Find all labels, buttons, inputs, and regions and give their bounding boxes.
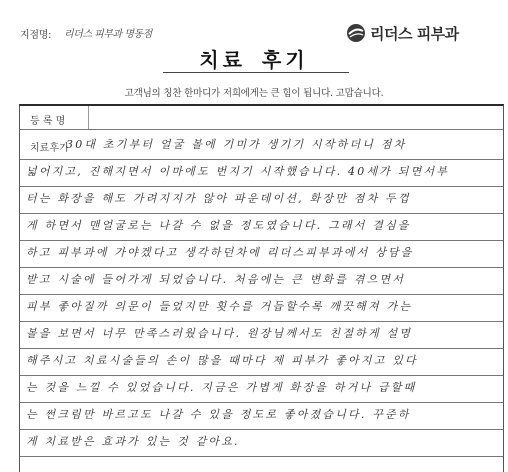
page-title: 치료 후기	[199, 48, 309, 72]
review-line: 해주시고 치료시술들의 손이 많을 때마다 제 피부가 좋아지고 있다	[26, 354, 418, 367]
review-line: 는 썬크림만 바르고도 나갈 수 있을 정도로 좋아졌습니다. 꾸준하	[26, 408, 411, 421]
leaders-globe-icon	[346, 23, 366, 43]
review-line: 는 것을 느낄 수 있었습니다. 지금은 가볍게 화장을 하거나 급할때	[26, 381, 417, 394]
ruled-line	[20, 267, 503, 268]
ruled-line	[20, 456, 503, 457]
review-line: 넓어지고, 진해지면서 이마에도 번지기 시작했습니다. 40세가 되면서부	[26, 165, 450, 178]
review-line: 받고 시술에 들어가게 되었습니다. 처음에는 큰 변화를 겪으면서	[26, 273, 406, 286]
review-line: 게 하면서 맨얼굴로는 나갈 수 없을 정도였습니다. 그래서 결심을	[26, 219, 411, 232]
review-line: 볼을 보면서 너무 만족스러웠습니다. 원장님께서도 친절하게 설명	[26, 327, 413, 340]
branch-value-handwritten: 리더스 피부과 명동점	[64, 29, 152, 40]
name-column-divider	[88, 106, 89, 129]
review-line: 하고 피부과에 가야겠다고 생각하던차에 리더스피부과에서 상담을	[26, 246, 414, 259]
review-form	[19, 104, 504, 472]
review-line: 터는 화장을 해도 가려지지가 않아 파운데이션, 화장만 점차 두껍	[26, 192, 411, 205]
ruled-line	[20, 159, 503, 160]
clinic-name: 리더스 피부과	[370, 24, 459, 43]
clinic-logo	[346, 22, 459, 44]
review-line: 30대 초기부터 얼굴 볼에 기미가 생기기 시작하더니 점차	[66, 138, 407, 151]
ruled-line	[20, 213, 503, 214]
review-line: 피부 좋아질까 의문이 들었지만 횟수를 거듭할수록 깨끗해져 가는	[26, 300, 413, 313]
name-label: 등 록 명	[30, 116, 66, 127]
ruled-line	[20, 321, 503, 322]
ruled-line	[20, 348, 503, 349]
branch-label: 지점명:	[20, 30, 52, 41]
ruled-line	[20, 186, 503, 187]
ruled-line	[20, 240, 503, 241]
page-subtitle: 고객님의 칭찬 한마디가 저희에게는 큰 힘이 됩니다. 고맙습니다.	[124, 88, 384, 99]
ruled-line	[20, 402, 503, 403]
ruled-line	[20, 429, 503, 430]
review-line: 게 치료받은 효과가 있는 것 같아요.	[26, 435, 240, 448]
ruled-line	[20, 294, 503, 295]
ruled-line	[20, 375, 503, 376]
title-underline	[163, 72, 349, 73]
review-label: 치료후기	[30, 143, 69, 154]
form-divider	[20, 129, 503, 130]
